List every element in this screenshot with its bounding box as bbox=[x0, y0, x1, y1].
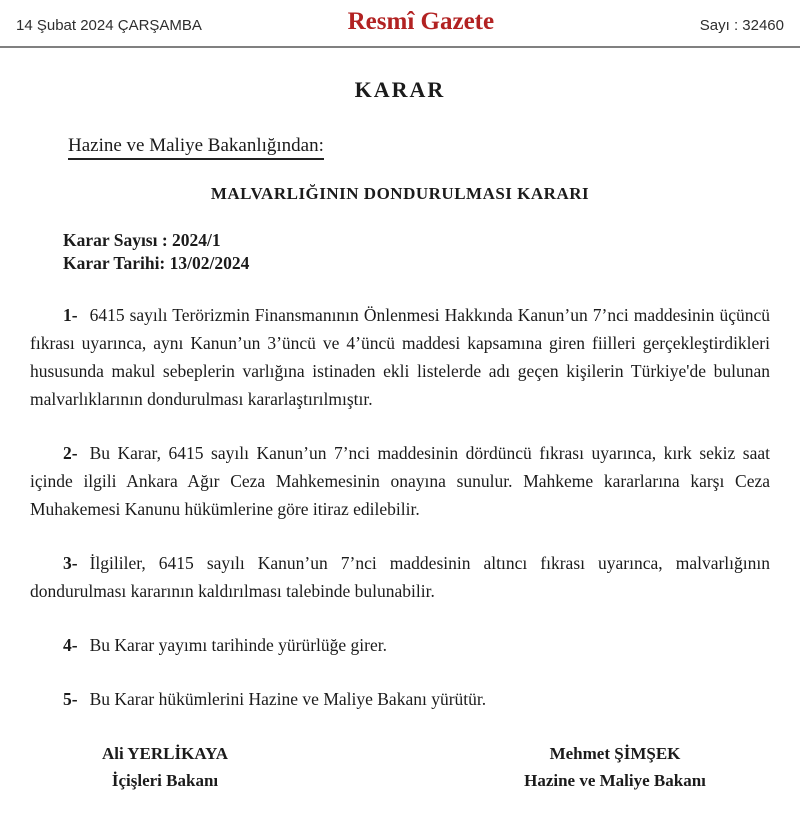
signatory-name: Ali YERLİKAYA bbox=[101, 744, 229, 763]
decision-date-line: Karar Tarihi: 13/02/2024 bbox=[63, 253, 250, 273]
signature-block bbox=[0, 740, 780, 794]
decision-number-line: Karar Sayısı : 2024/1 bbox=[63, 230, 221, 250]
signatory-role: İçişleri Bakanı bbox=[111, 771, 219, 790]
document-title: KARAR bbox=[354, 77, 446, 102]
issuing-authority: Hazine ve Maliye Bakanlığından: bbox=[68, 135, 324, 160]
decision-body bbox=[30, 301, 770, 713]
paragraph-1-text: 6415 sayılı Terörizmin Finansmanının Önlenmesi Hakkında Kanun’un 7’nci maddesinin üçüncü fıkrası uyarınca, aynı Kanun’un 3’üncü ve 4’üncü maddesi kapsamına giren fiilleri gerçekleştirdikleri hususunda makul sebeplerin varlığına istinaden ekli listelerde adı geçen kişilerin Türkiye'de bulunan malvarlıklarının dondurulması kararlaştırılmıştır. bbox=[30, 305, 770, 409]
paragraph-3 bbox=[30, 549, 770, 605]
paragraph-1 bbox=[30, 301, 770, 413]
signature-finance-minister bbox=[450, 740, 780, 794]
paragraph-5 bbox=[30, 685, 770, 713]
masthead bbox=[0, 0, 800, 48]
decision-meta bbox=[63, 229, 800, 275]
gazette-title: Resmî Gazete bbox=[347, 8, 495, 35]
paragraph-3-text: İlgililer, 6415 sayılı Kanun’un 7’nci maddesinin altıncı fıkrası uyarınca, malvarlığının dondurulması kararının kaldırılması talebinde bulunabilir. bbox=[30, 553, 770, 601]
paragraph-4-text: Bu Karar yayımı tarihinde yürürlüğe girer. bbox=[89, 635, 387, 655]
paragraph-2-text: Bu Karar, 6415 sayılı Kanun’un 7’nci maddesinin dördüncü fıkrası uyarınca, kırk sekiz saat içinde ilgili Ankara Ağır Ceza Mahkemesinin onayına sunulur. Mahkeme kararlarına karşı Ceza Muhakemesi Kanunu hükümlerine göre itiraz edilebilir. bbox=[30, 443, 770, 519]
paragraph-4-number: 4- bbox=[63, 635, 78, 655]
gazette-date: 14 Şubat 2024 ÇARŞAMBA bbox=[16, 17, 202, 34]
paragraph-5-text: Bu Karar hükümlerini Hazine ve Maliye Bakanı yürütür. bbox=[89, 689, 487, 709]
gazette-issue-number: Sayı : 32460 bbox=[699, 17, 784, 34]
paragraph-5-number: 5- bbox=[63, 689, 78, 709]
signature-interior-minister bbox=[0, 740, 330, 794]
issuing-authority-line bbox=[68, 135, 800, 160]
paragraph-2 bbox=[30, 439, 770, 523]
paragraph-1-number: 1- bbox=[63, 305, 78, 325]
signatory-name: Mehmet ŞİMŞEK bbox=[549, 744, 681, 763]
paragraph-4 bbox=[30, 631, 770, 659]
signatory-role: Hazine ve Maliye Bakanı bbox=[524, 771, 706, 790]
paragraph-3-number: 3- bbox=[63, 553, 78, 573]
decision-title: MALVARLIĞININ DONDURULMASI KARARI bbox=[210, 184, 590, 203]
paragraph-2-number: 2- bbox=[63, 443, 78, 463]
